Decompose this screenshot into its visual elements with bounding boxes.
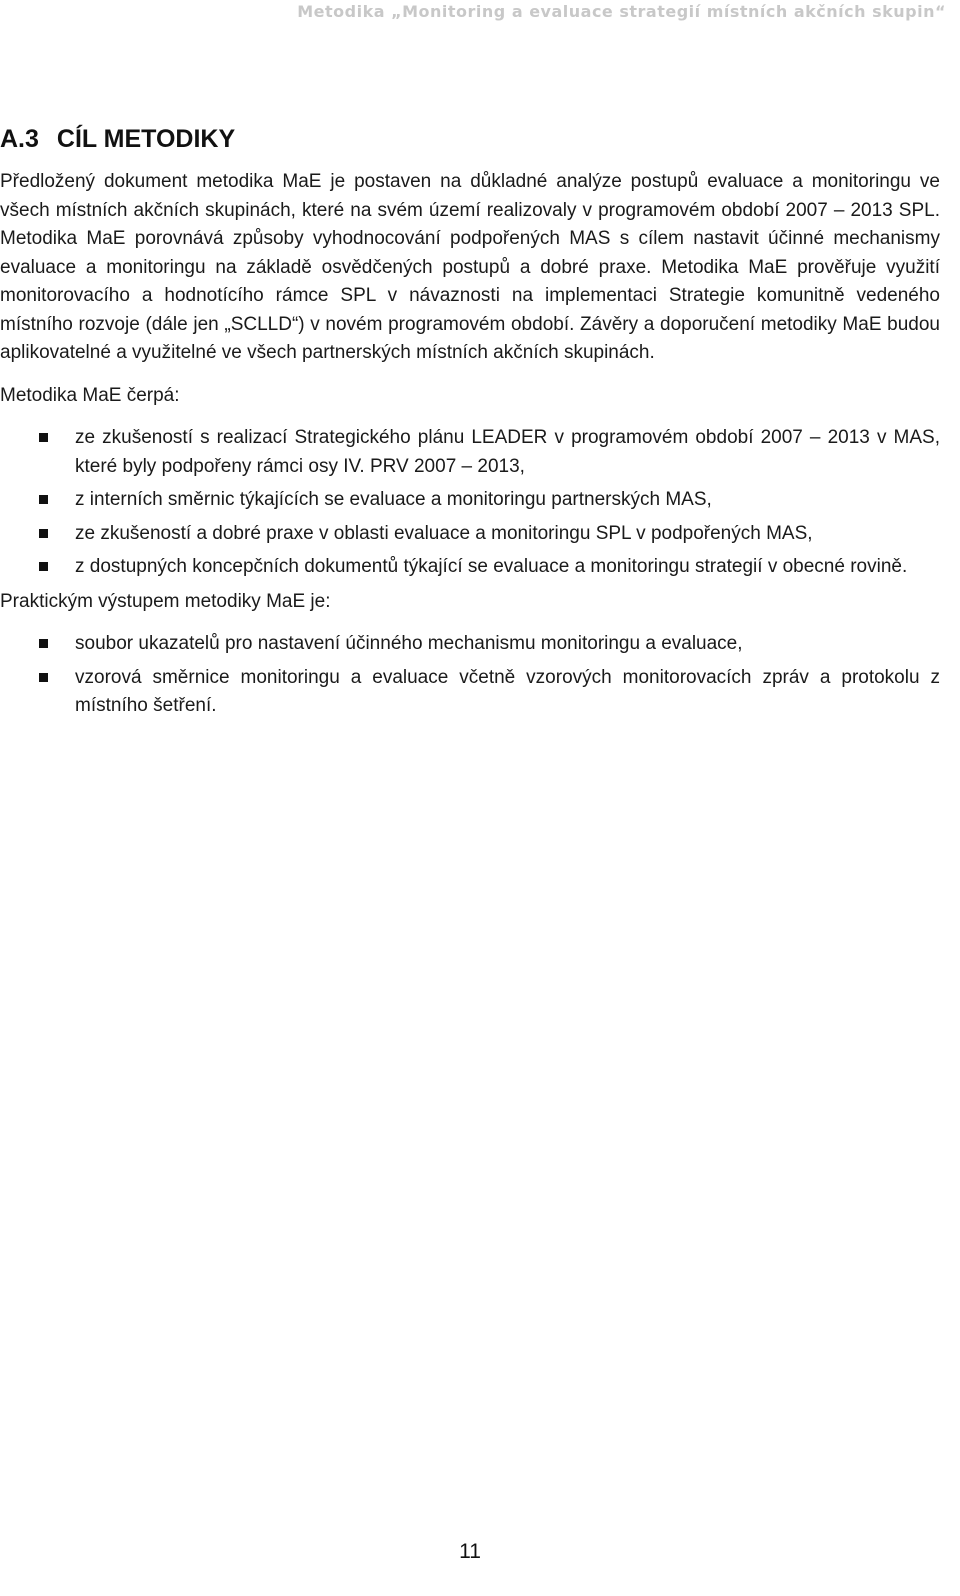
- section-number: A.3: [0, 125, 39, 153]
- intro-paragraph: Předložený dokument metodika MaE je postaven na důkladné analýze postupů evaluace a monitoringu ve všech místních akčních skupinách, které na svém území realizovaly v programovém období 2007 – 2013 SPL. Metodika MaE porovnává způsoby vyhodnocování podpořených MAS s cílem nastavit účinné mechanismy evaluace a monitoringu na základě osvědčených postupů a dobré praxe. Metodika MaE prověřuje využití monitorovacího a hodnotícího rámce SPL v návaznosti na implementaci Strategie komunitně vedeného místního rozvoje (dále jen „SCLLD“) v novém programovém období. Závěry a doporučení metodiky MaE budou aplikovatelné a využitelné ve všech partnerských místních akčních skupinách.: [0, 171, 940, 363]
- square-bullet-icon: [39, 562, 48, 571]
- list-item: [0, 630, 940, 659]
- outputs-lead: Praktickým výstupem metodiky MaE je:: [0, 590, 331, 612]
- section-heading: [0, 124, 940, 154]
- square-bullet-icon: [39, 495, 48, 504]
- running-header: Metodika „Monitoring a evaluace strategií místních akčních skupin“: [297, 2, 946, 21]
- list-item-text: ze zkušeností s realizací Strategického plánu LEADER v programovém období 2007 – 2013 v MAS, které byly podpořeny rámci osy IV. PRV 2007 – 2013,: [75, 427, 940, 477]
- square-bullet-icon: [39, 639, 48, 648]
- list-item: [0, 424, 940, 481]
- square-bullet-icon: [39, 433, 48, 442]
- outputs-list: [0, 630, 940, 721]
- square-bullet-icon: [39, 529, 48, 538]
- list-item: [0, 520, 940, 549]
- list-item-text: z dostupných koncepčních dokumentů týkající se evaluace a monitoringu strategií v obecné rovině.: [75, 556, 908, 577]
- list-item: [0, 486, 940, 515]
- page-number: 11: [459, 1540, 481, 1563]
- page-content: [0, 124, 940, 727]
- list-item: [0, 664, 940, 721]
- section-title: CÍL METODIKY: [56, 125, 236, 153]
- list-item-text: ze zkušeností a dobré praxe v oblasti evaluace a monitoringu SPL v podpořených MAS,: [75, 522, 813, 544]
- list-item: [0, 553, 940, 582]
- square-bullet-icon: [39, 673, 48, 682]
- list-item-text: vzorová směrnice monitoringu a evaluace včetně vzorových monitorovacích zpráv a protokolu z místního šetření.: [75, 666, 940, 716]
- list-item-text: soubor ukazatelů pro nastavení účinného mechanismu monitoringu a evaluace,: [75, 633, 743, 654]
- list-item-text: z interních směrnic týkajících se evaluace a monitoringu partnerských MAS,: [75, 489, 712, 510]
- sources-list: [0, 424, 940, 582]
- sources-lead: Metodika MaE čerpá:: [0, 384, 180, 406]
